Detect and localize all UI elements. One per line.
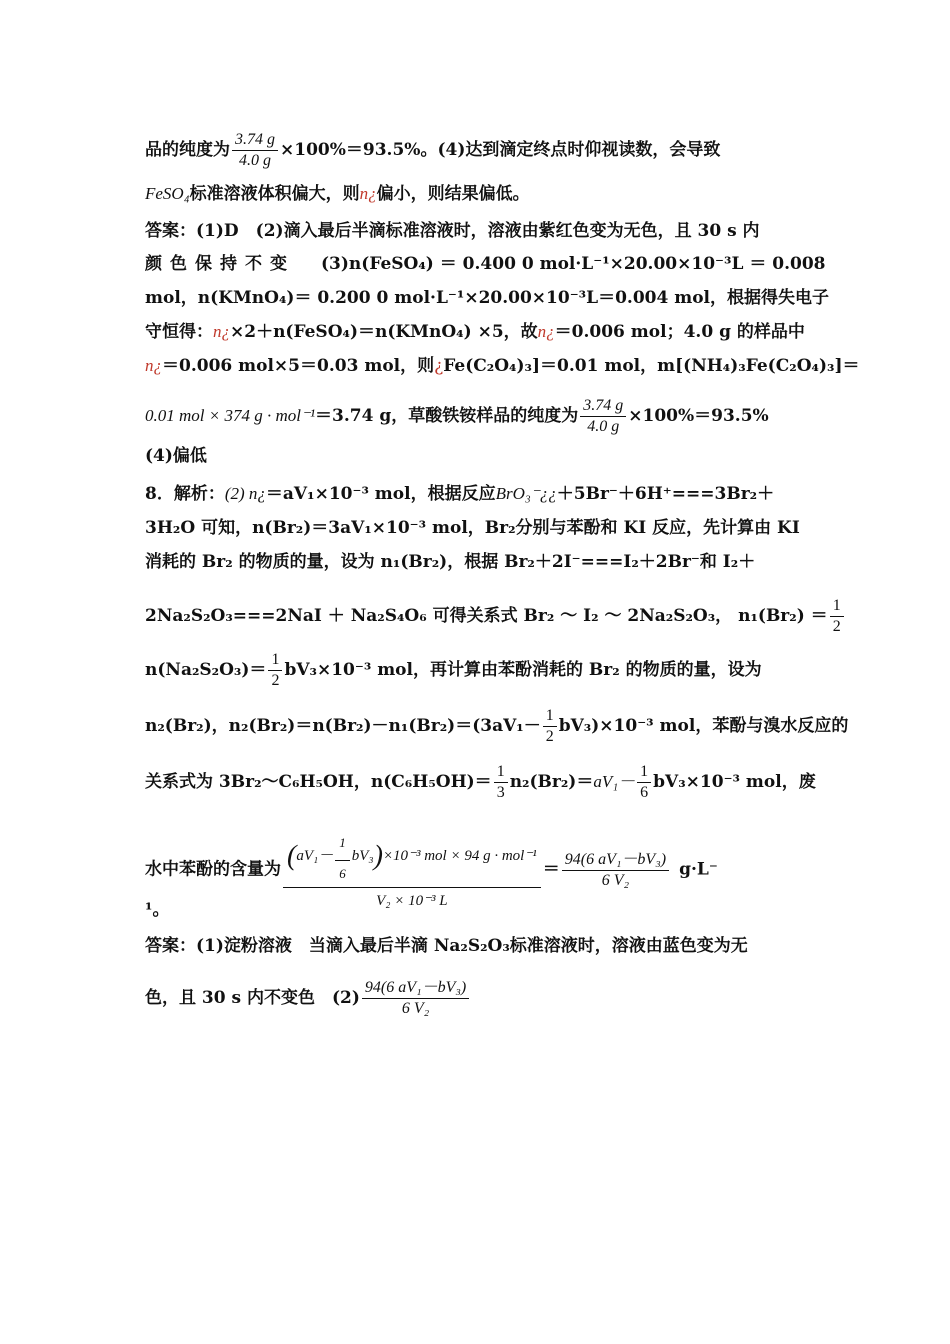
answer-line: 色，且 30 s 内不变色 (2) $\frac{\text{94(6 aV₁－bV₃)}}{\text{6 V₂}}$ bbox=[145, 978, 807, 1019]
text-line: (4)偏低 bbox=[145, 446, 207, 466]
result-fraction: $\frac{\text{94(6 aV₁－bV₃)}}{\text{6 V₂}}$ bbox=[362, 978, 469, 1019]
purity-fraction: $\frac{3.74 g}{4.0 g}$ bbox=[580, 396, 626, 437]
answer-line: 答案：(1)D (2)滴入最后半滴标准溶液时，溶液由紫红色变为无色，且 30 s 内 bbox=[145, 221, 760, 241]
third-fraction: $\frac{1}{3}$ bbox=[494, 762, 508, 803]
text-line: 3H₂O 可知，n(Br₂)＝3aV₁×10⁻³ mol，Br₂分别与苯酚和 KI 反应，先计算由 KI bbox=[145, 518, 800, 538]
text-line: n(Na₂S₂O₃)＝ $\frac{1}{2}$ bV₃×10⁻³ mol，再计算由苯酚消耗的 Br₂ 的物质的量，设为 bbox=[145, 651, 762, 689]
text-line: 颜色保持不变 (3)n(FeSO₄) ＝ 0.400 0 mol·L⁻¹×20.00×10⁻³L ＝ 0.008 bbox=[145, 254, 826, 274]
text-line: 0.01 mol × 374 g · mol⁻¹＝3.74 g，草酸铁铵样品的纯度为 $\frac{3.74 g}{4.0 g}$ ×100%＝93.5% bbox=[145, 397, 769, 435]
half-fraction: $\frac{1}{2}$ bbox=[543, 706, 557, 747]
text-line: 守恒得：n¿×2＋n(FeSO₄)＝n(KMnO₄) ×5，故n¿＝0.006 mol；4.0 g 的样品中 bbox=[145, 322, 805, 342]
text-line: 消耗的 Br₂ 的物质的量，设为 n₁(Br₂)，根据 Br₂＋2I⁻===I₂＋2Br⁻和 I₂＋ bbox=[145, 552, 756, 572]
text-line: 品的纯度为 $\frac{3.74 g}{4.0 g}$ ×100%＝93.5%。(4)达到滴定终点时仰视读数，会导致 bbox=[145, 131, 721, 169]
question-heading: 8．解析：(2) n¿＝aV₁×10⁻³ mol，根据反应BrO₃⁻¿¿＋5Br⁻＋6H⁺===3Br₂＋ bbox=[145, 484, 775, 504]
phenol-content-fraction: (aV₁－ $\frac{1}{6}$ bV₃)×10⁻³ mol × 94 g · mol⁻¹ V₂ × 10⁻³ L bbox=[283, 826, 541, 914]
sixth-fraction: $\frac{1}{6}$ bbox=[637, 762, 651, 803]
half-fraction: $\frac{1}{2}$ bbox=[268, 650, 282, 691]
text-line: 关系式为 3Br₂～C₆H₅OH，n(C₆H₅OH)＝ $\frac{1}{3}$ n₂(Br₂)＝aV₁－ $\frac{1}{6}$ bV₃×10⁻³ mol，废 bbox=[145, 763, 816, 801]
text-line: n¿＝0.006 mol×5＝0.03 mol，则¿Fe(C₂O₄)₃]＝0.01 mol，m[(NH₄)₃Fe(C₂O₄)₃]＝ bbox=[145, 356, 860, 376]
text-line: FeSO₄标准溶液体积偏大，则n¿偏小，则结果偏低。 bbox=[145, 184, 530, 204]
text-line: 2Na₂S₂O₃===2NaI ＋ Na₂S₄O₆ 可得关系式 Br₂ ～ I₂ ～ 2Na₂S₂O₃， n₁(Br₂) ＝ $\frac{1}{2}$ bbox=[145, 596, 807, 637]
text-line: n₂(Br₂)，n₂(Br₂)＝n(Br₂)－n₁(Br₂)＝(3aV₁－ $\frac{1}{2}$ bV₃)×10⁻³ mol，苯酚与溴水反应的 bbox=[145, 707, 849, 745]
purity-fraction: $\frac{3.74 g}{4.0 g}$ bbox=[232, 130, 278, 171]
text-line: ¹。 bbox=[145, 900, 170, 920]
text-line: 水中苯酚的含量为 (aV₁－ $\frac{1}{6}$ bV₃)×10⁻³ mol × 94 g · mol⁻¹ V₂ × 10⁻³ L ＝ $\frac{\text{94(6 aV₁－bV₃)}}{\text{6 V₂}}$ g·L⁻ bbox=[145, 826, 807, 914]
result-fraction: $\frac{\text{94(6 aV₁－bV₃)}}{\text{6 V₂}}$ bbox=[562, 850, 669, 891]
half-fraction: $\frac{1}{2}$ bbox=[830, 596, 844, 637]
answer-line: 答案：(1)淀粉溶液 当滴入最后半滴 Na₂S₂O₃标准溶液时，溶液由蓝色变为无 bbox=[145, 936, 748, 956]
text-line: mol，n(KMnO₄)＝ 0.200 0 mol·L⁻¹×20.00×10⁻³L＝0.004 mol，根据得失电子 bbox=[145, 288, 830, 308]
